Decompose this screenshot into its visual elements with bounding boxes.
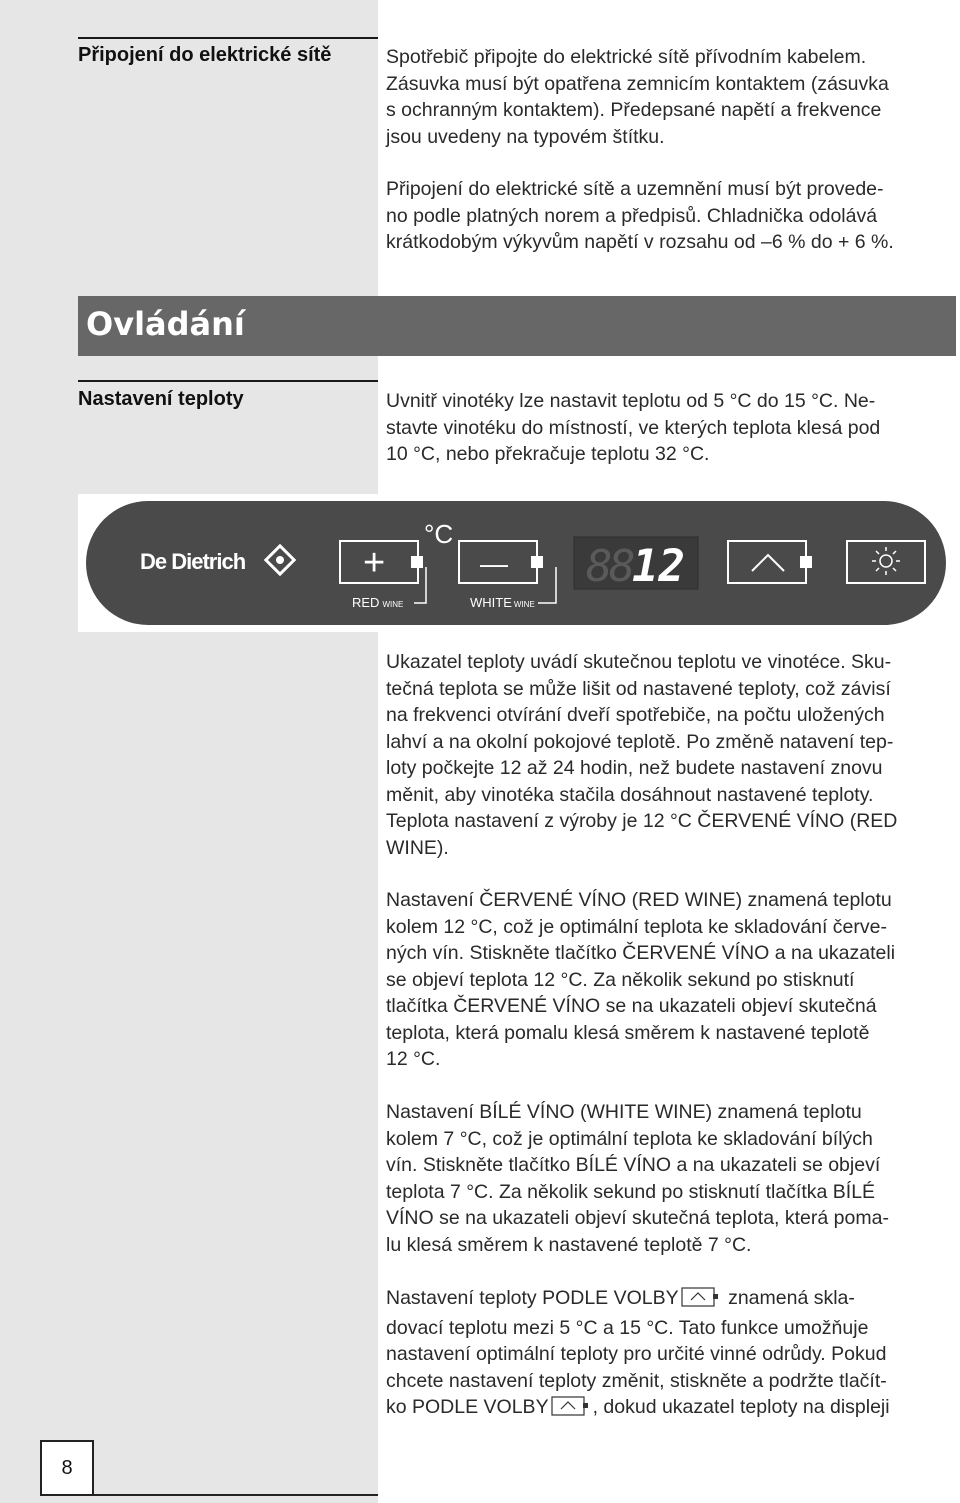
custom-select-inline-icon (681, 1287, 721, 1315)
connection-paragraph-1: Spotřebič připojte do elektrické sítě přívodním kabelem. Zásuvka musí být opatřena zemnicím kontaktem (zásuvka s ochranným kontaktem). Předepsané napětí a frekvence jsou uvedeny na typovém štítku. (386, 46, 889, 148)
brand-diamond-icon (266, 546, 294, 574)
white-wine-minus-button[interactable] (459, 541, 543, 583)
light-button[interactable] (847, 541, 925, 583)
temperature-intro: Uvnitř vinotéky lze nastavit teplotu od 5 °C do 15 °C. Ne- stavte vinotéku do místností, ve kterých teplota klesá pod 10 °C, nebo překračuje teplotu 32 °C. (386, 390, 881, 465)
page-number: 8 (40, 1440, 94, 1496)
body-paragraph-2: Nastavení ČERVENÉ VÍNO (RED WINE) znamená teplotu kolem 12 °C, což je optimální teplota ke skladování červe- ných vín. Stiskněte tlačítko ČERVENÉ VÍNO a na ukazateli se objeví teplota 12 °C. Za několik sekund po stisknutí tlačítka ČERVENÉ VÍNO se na ukazateli objeví skutečná teplota, která pomalu klesá směrem k nastavené teplotě 12 °C. (386, 889, 896, 1070)
chevron-up-icon (752, 555, 784, 571)
heading-connection: Připojení do elektrické sítě (78, 44, 332, 66)
section-rule (78, 37, 378, 39)
custom-select-button[interactable] (728, 541, 812, 583)
display-inactive-digit: 8 (586, 541, 613, 592)
control-panel (86, 501, 946, 625)
white-wine-label: WHITE WINE (470, 595, 535, 610)
white-wine-bracket (538, 567, 556, 603)
plus-icon: + (363, 542, 386, 584)
body-paragraph-4-part-a: Nastavení teploty PODLE VOLBY (386, 1287, 679, 1309)
control-panel-graphic (86, 501, 946, 625)
lightbulb-icon (872, 547, 900, 575)
custom-select-inline-icon (551, 1396, 591, 1424)
heading-temperature: Nastavení teploty (78, 388, 244, 410)
body-paragraph-4-part-b: znamená skla- dovací teplotu mezi 5 °C a 15 °C. Tato funkce umožňuje nastavení optimální teploty pro určité vinné odrůdy. Pokud chcete nastavení teploty změnit, stiskněte a podržte tlačít- ko PODLE VOLBY (386, 1287, 887, 1418)
red-wine-plus-button[interactable] (340, 541, 423, 584)
body-paragraph-4 (386, 1285, 956, 1424)
footer-rule (40, 1494, 378, 1496)
connection-paragraph-2: Připojení do elektrické sítě a uzemnění musí být provede- no podle platných norem a předpisů. Chladnička odolává krátkodobým výkyvům napětí v rozsahu od –6 % do + 6 %. (386, 178, 894, 253)
display-value: 12 (632, 541, 685, 592)
red-wine-label: RED WINE (352, 595, 404, 610)
body-paragraph-3: Nastavení BÍLÉ VÍNO (WHITE WINE) znamená teplotu kolem 7 °C, což je optimální teplota ke skladování bílých vín. Stiskněte tlačítko BÍLÉ VÍNO a na ukazateli se objeví teplota 7 °C. Za několik sekund po stisknutí tlačítka BÍLÉ VÍNO se na ukazateli objeví skutečná teplota, která poma- lu klesá směrem k nastavené teplotě 7 °C. (386, 1101, 889, 1256)
body-paragraph-4-part-c: , dokud ukazatel teploty na displeji (592, 1396, 890, 1418)
banner-title: Ovládání (86, 305, 245, 343)
section-rule (78, 380, 378, 382)
red-wine-bracket (414, 567, 426, 603)
brand-logo-text: De Dietrich (140, 549, 246, 574)
temperature-display (574, 537, 698, 592)
unit-label: °C (424, 519, 454, 549)
minus-icon: — (480, 548, 508, 579)
display-inactive-digit: 8 (609, 541, 636, 592)
sidebar-background (0, 0, 378, 1503)
control-panel-figure (78, 494, 956, 632)
body-paragraph-1: Ukazatel teploty uvádí skutečnou teplotu ve vinotéce. Sku- tečná teplota se může lišit od nastavené teploty, což závisí na frekvenci otvírání dveří spotřebiče, na počtu uložených lahví a na okolní pokojové teplotě. Po změně natavení tep- loty počkejte 12 až 24 hodin, než budete nastavení znovu měnit, aby vinotéka stačila dosáhnout nastavené teploty. Teplota nastavení z výroby je 12 °C ČERVENÉ VÍNO (RED WINE). (386, 651, 898, 859)
section-banner (78, 296, 956, 356)
